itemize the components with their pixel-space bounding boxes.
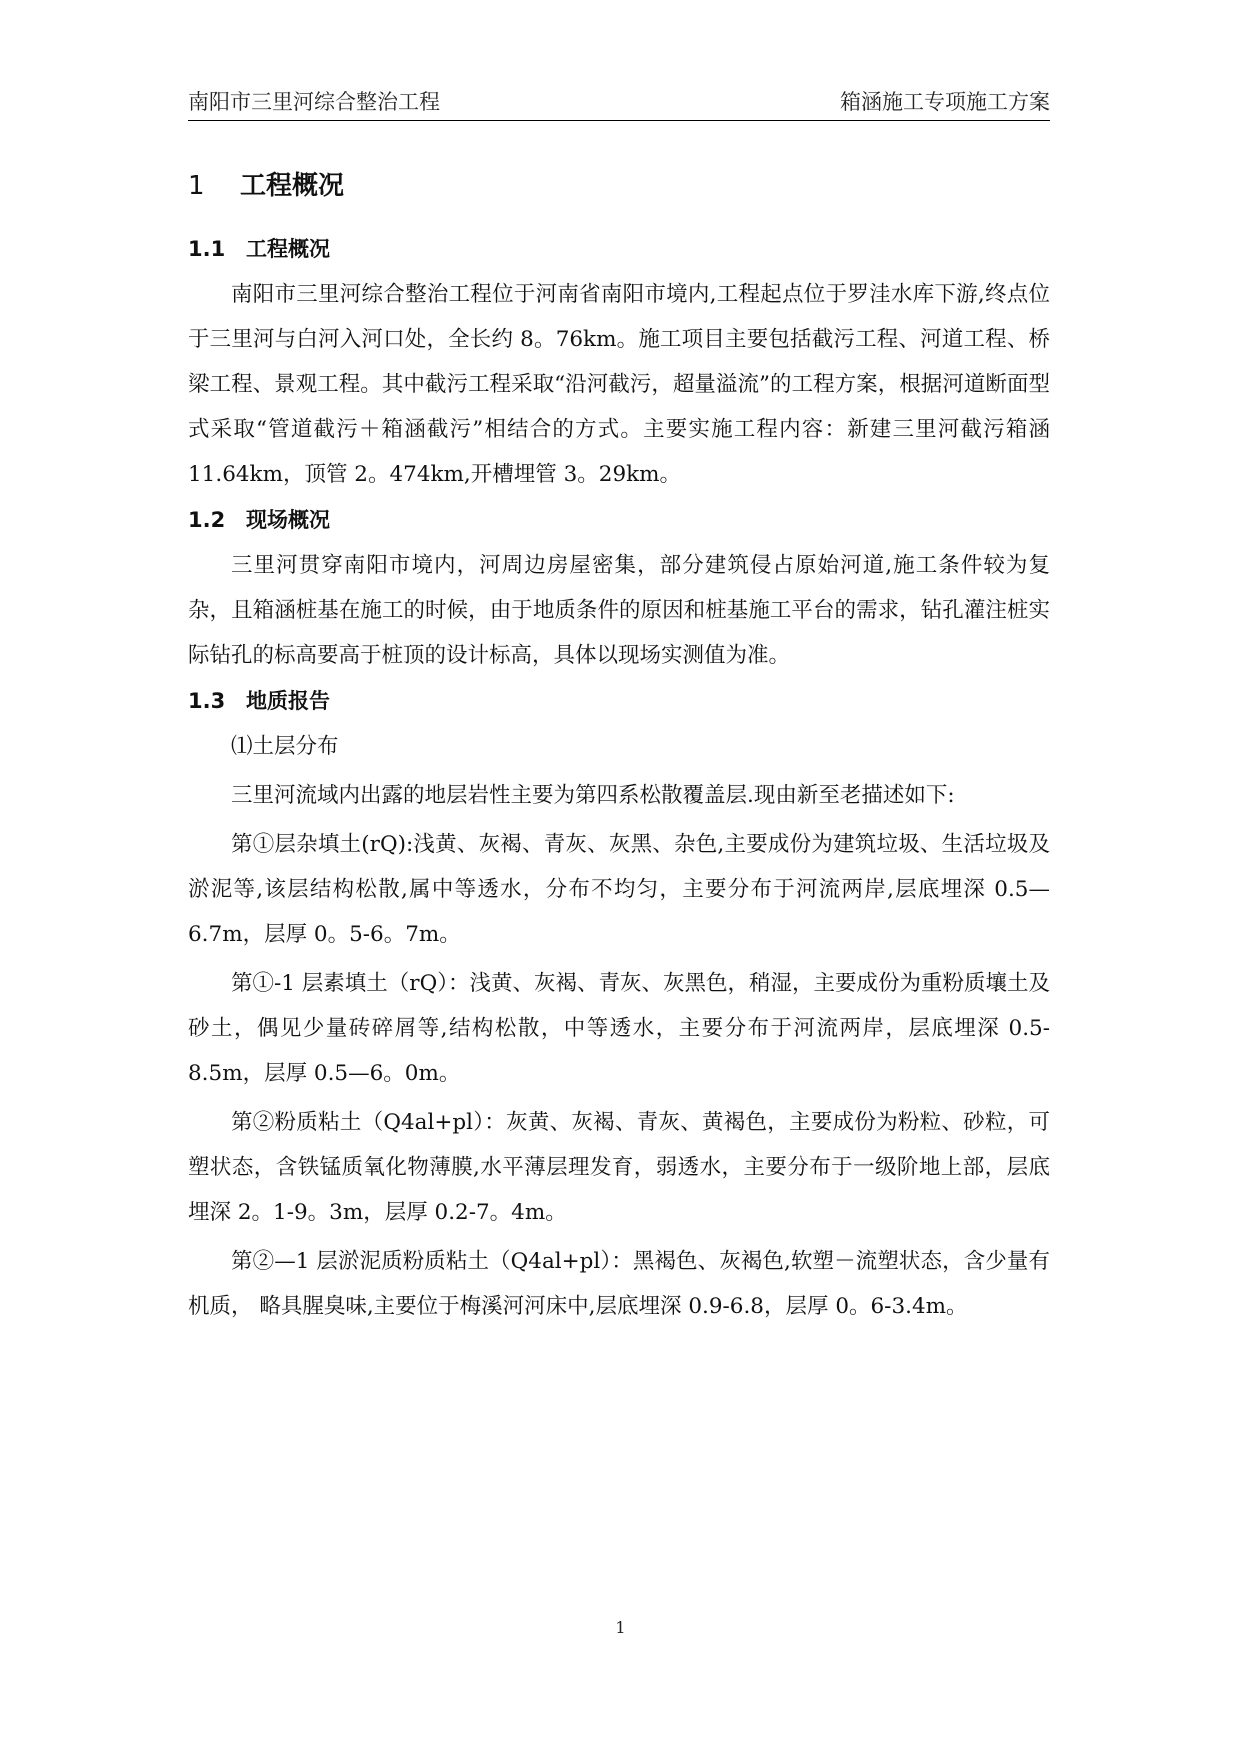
paragraph: 三里河贯穿南阳市境内，河周边房屋密集，部分建筑侵占原始河道,施工条件较为复杂，且箱涵桩基在施工的时候，由于地质条件的原因和桩基施工平台的需求，钻孔灌注桩实际钻孔的标高要高于桩顶的设计标高，具体以现场实测值为准。 xyxy=(188,553,1050,668)
section-title: 地质报告 xyxy=(246,689,330,713)
paragraph: 第②—1 层淤泥质粉质粘土（Q4al+pl）：黑褐色、灰褐色,软塑－流塑状态，含少量有机质， 略具腥臭味,主要位于梅溪河河床中,层底埋深 0.9-6.8，层厚 0。6-3.4m。 xyxy=(188,1249,1050,1319)
paragraph: 第①层杂填土(rQ):浅黄、灰褐、青灰、灰黑、杂色,主要成份为建筑垃圾、生活垃圾及淤泥等,该层结构松散,属中等透水，分布不均匀，主要分布于河流两岸,层底埋深 0.5—6.7m，层厚 0。5-6。7m。 xyxy=(188,832,1050,947)
chapter-title: 工程概况 xyxy=(240,171,345,201)
paragraph-subheading: ⑴土层分布 xyxy=(231,734,339,759)
section-number: 1.3 xyxy=(188,689,226,713)
chapter-number: 1 xyxy=(188,171,205,201)
page-header xyxy=(188,86,1050,121)
paragraph: 第①-1 层素填土（rQ）：浅黄、灰褐、青灰、灰黑色，稍湿，主要成份为重粉质壤土及砂土，偶见少量砖碎屑等,结构松散，中等透水，主要分布于河流两岸，层底埋深 0.5-8.5m，层厚 0.5—6。0m。 xyxy=(188,971,1050,1086)
section-number: 1.2 xyxy=(188,508,226,532)
section-heading xyxy=(188,230,1050,268)
chapter-heading xyxy=(188,166,1050,206)
section-title: 工程概况 xyxy=(246,237,330,261)
section-title: 现场概况 xyxy=(246,508,330,532)
page-number: 1 xyxy=(615,1618,626,1637)
page-content xyxy=(188,160,1050,1333)
section-heading xyxy=(188,501,1050,539)
paragraph: 第②粉质粘土（Q4al+pl）：灰黄、灰褐、青灰、黄褐色，主要成份为粉粒、砂粒，可塑状态，含铁锰质氧化物薄膜,水平薄层理发育，弱透水，主要分布于一级阶地上部，层底埋深 2。1-9。3m，层厚 0.2-7。4m。 xyxy=(188,1110,1050,1225)
section-heading xyxy=(188,682,1050,720)
header-project-title: 南阳市三里河综合整治工程 xyxy=(188,90,440,114)
paragraph: 三里河流域内出露的地层岩性主要为第四系松散覆盖层.现由新至老描述如下: xyxy=(231,783,955,808)
header-doc-title: 箱涵施工专项施工方案 xyxy=(840,90,1050,114)
paragraph: 南阳市三里河综合整治工程位于河南省南阳市境内,工程起点位于罗洼水库下游,终点位于三里河与白河入河口处，全长约 8。76km。施工项目主要包括截污工程、河道工程、桥梁工程、景观工程。其中截污工程采取“沿河截污，超量溢流”的工程方案，根据河道断面型式采取“管道截污＋箱涵截污”相结合的方式。主要实施工程内容：新建三里河截污箱涵 11.64km，顶管 2。474km,开槽埋管 3。29km。 xyxy=(188,282,1050,487)
section-number: 1.1 xyxy=(188,237,226,261)
